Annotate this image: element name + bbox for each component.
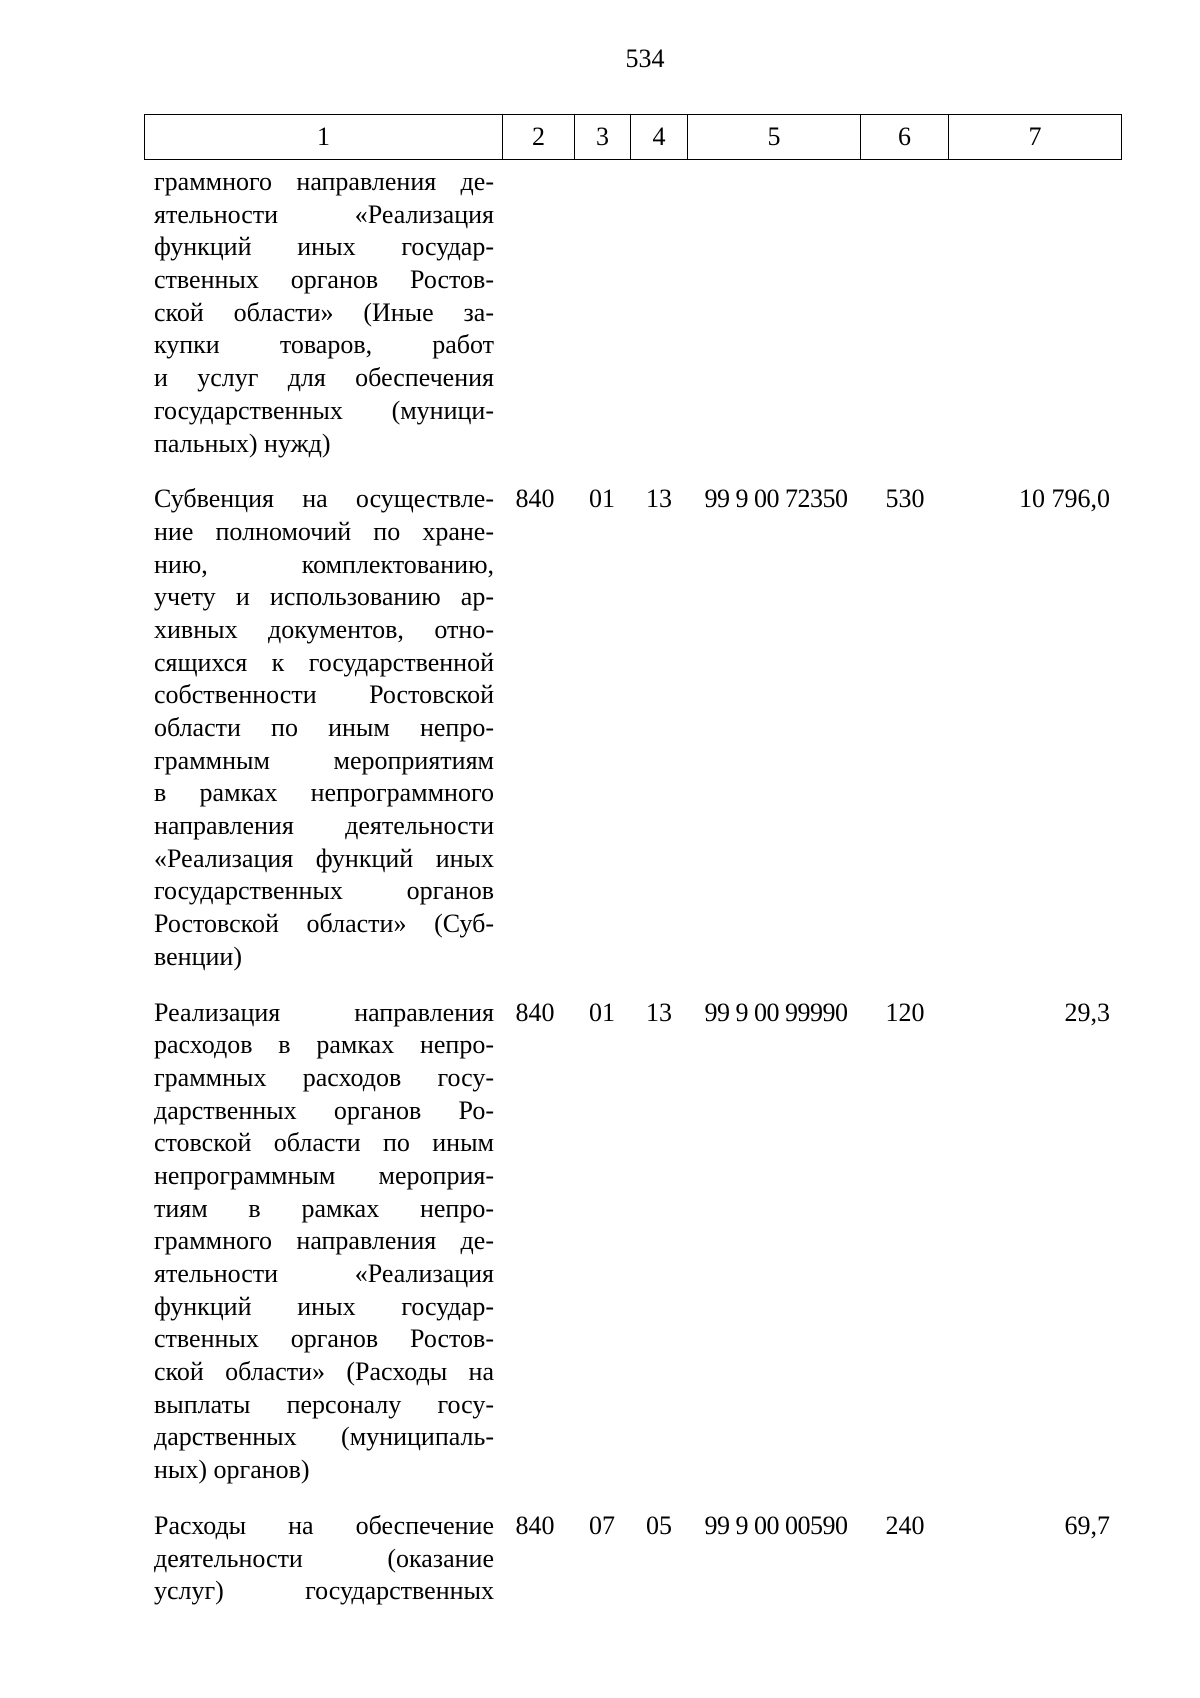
table-row — [144, 483, 1121, 973]
row-spacer — [144, 1487, 1121, 1510]
header-col-5: 5 — [688, 115, 861, 160]
section-code: 01 — [589, 997, 615, 1027]
section-code: 01 — [589, 484, 615, 514]
description-line: и услуг для обеспечения — [154, 363, 494, 393]
target-article-code: 99 9 00 99990 — [704, 997, 848, 1027]
row-spacer — [144, 974, 1121, 997]
header-col-4: 4 — [631, 115, 688, 160]
description-line: Реализация направления — [154, 997, 494, 1027]
row-description — [144, 166, 494, 460]
description-line: пальных) нужд) — [154, 428, 331, 458]
page-number: 534 — [625, 44, 665, 73]
description-line: государственных (муници- — [154, 395, 494, 425]
description-line: граммным мероприятиям — [154, 745, 494, 775]
description-line: функций иных государ- — [154, 1291, 494, 1321]
description-line: ние полномочий по хране- — [154, 516, 494, 546]
section-code: 07 — [589, 1510, 615, 1540]
subsection-code: 13 — [646, 997, 672, 1027]
amount: 29,3 — [1064, 997, 1110, 1027]
description-line: учету и использованию ар- — [154, 582, 494, 612]
table-header — [144, 114, 1122, 160]
description-line: функций иных государ- — [154, 232, 494, 262]
description-line: стовской области по иным — [154, 1128, 494, 1158]
description-line: собственности Ростовской — [154, 680, 494, 710]
header-row — [145, 115, 1122, 160]
description-line: дарственных (муниципаль- — [154, 1422, 494, 1452]
description-line: хивных документов, отно- — [154, 614, 494, 644]
description-line: граммного направления де- — [154, 1226, 494, 1256]
description-line: ской области» (Расходы на — [154, 1357, 494, 1387]
description-line: сящихся к государственной — [154, 647, 494, 677]
description-line: купки товаров, работ — [154, 330, 494, 360]
description-line: ятельности «Реализация — [154, 1259, 494, 1288]
description-line: государственных органов — [154, 876, 494, 906]
expense-type-code: 240 — [885, 1510, 925, 1540]
table-row — [144, 1510, 1121, 1608]
amount: 69,7 — [1064, 1510, 1110, 1540]
description-line: непрограммным мероприя- — [154, 1160, 494, 1190]
amount: 10 796,0 — [1019, 484, 1110, 514]
description-line: ятельности «Реализация — [154, 199, 494, 229]
description-line: услуг) государственных — [154, 1576, 494, 1606]
description-line: области по иным непро- — [154, 713, 494, 742]
description-line: Субвенция на осуществле- — [154, 484, 494, 514]
description-line: граммных расходов госу- — [154, 1062, 494, 1092]
row-description — [144, 483, 494, 973]
subsection-code: 05 — [646, 1510, 672, 1540]
row-description — [144, 1510, 494, 1608]
description-line: «Реализация функций иных — [154, 843, 494, 873]
description-line: выплаты персоналу госу- — [154, 1389, 494, 1419]
description-line: тиям в рамках непро- — [154, 1193, 494, 1223]
ministry-code: 840 — [515, 484, 555, 514]
description-line: ных) органов) — [154, 1455, 310, 1485]
subsection-code: 13 — [646, 484, 672, 514]
row-spacer — [144, 460, 1121, 483]
header-col-3: 3 — [575, 115, 631, 160]
description-line: ственных органов Ростов- — [154, 265, 494, 295]
table-row — [144, 997, 1121, 1487]
target-article-code: 99 9 00 72350 — [704, 484, 848, 514]
table-row — [144, 166, 1121, 460]
header-col-1: 1 — [145, 115, 503, 160]
description-line: деятельности (оказание — [154, 1543, 494, 1573]
header-col-2: 2 — [503, 115, 575, 160]
table-body — [144, 166, 1121, 1608]
header-col-7: 7 — [949, 115, 1122, 160]
ministry-code: 840 — [515, 1510, 555, 1540]
description-line: в рамках непрограммного — [154, 778, 494, 808]
description-line: венции) — [154, 941, 242, 971]
row-description — [144, 997, 494, 1487]
description-line: ской области» (Иные за- — [154, 297, 494, 327]
description-line: нию, комплектованию, — [154, 549, 494, 579]
expense-type-code: 530 — [885, 484, 925, 514]
description-line: ственных органов Ростов- — [154, 1324, 494, 1354]
description-line: Расходы на обеспечение — [154, 1510, 494, 1540]
ministry-code: 840 — [515, 997, 555, 1027]
description-line: граммного направления де- — [154, 167, 494, 196]
target-article-code: 99 9 00 00590 — [704, 1510, 848, 1540]
description-line: дарственных органов Ро- — [154, 1095, 494, 1125]
description-line: расходов в рамках непро- — [154, 1030, 494, 1060]
description-line: Ростовской области» (Суб- — [154, 909, 494, 939]
expense-type-code: 120 — [885, 997, 925, 1027]
header-col-6: 6 — [861, 115, 949, 160]
description-line: направления деятельности — [154, 811, 494, 841]
